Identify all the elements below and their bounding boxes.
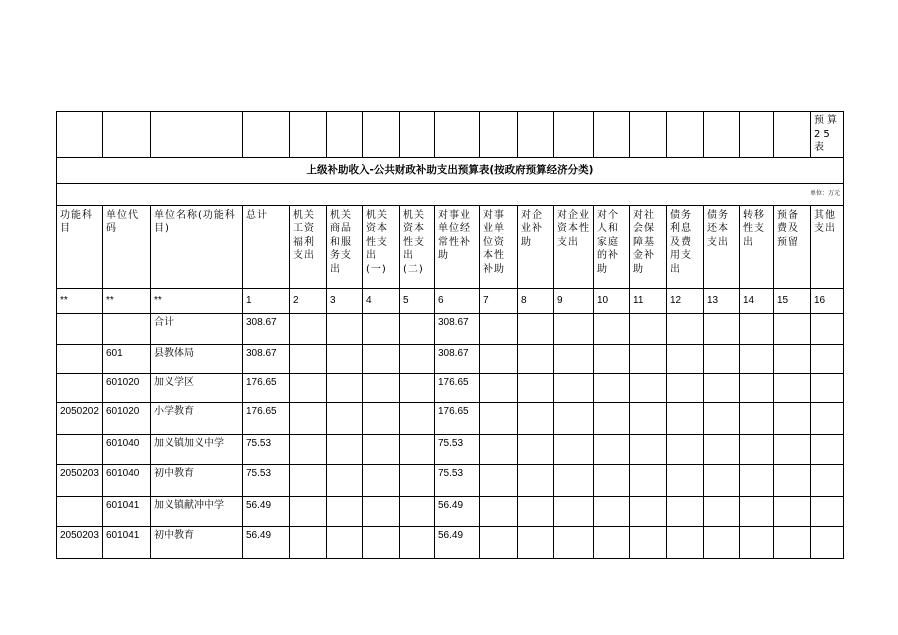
empty-cell	[554, 464, 594, 496]
empty-cell	[327, 526, 363, 558]
column-header	[435, 205, 480, 288]
empty-cell	[630, 112, 667, 158]
empty-cell	[740, 112, 774, 158]
cell-c6: 176.65	[435, 373, 480, 402]
empty-cell	[704, 434, 740, 464]
cell-func	[57, 496, 103, 526]
empty-cell	[774, 402, 811, 434]
empty-cell	[103, 112, 151, 158]
empty-cell	[667, 434, 704, 464]
column-header	[290, 205, 327, 288]
column-index: **	[57, 288, 103, 313]
column-header-text: 机关工资福利支出	[293, 209, 315, 261]
column-header	[704, 205, 740, 288]
column-index: **	[151, 288, 243, 313]
column-index: 13	[704, 288, 740, 313]
cell-code: 601020	[103, 402, 151, 434]
empty-cell	[740, 526, 774, 558]
empty-cell	[630, 373, 667, 402]
cell-total: 176.65	[243, 402, 290, 434]
empty-cell	[630, 313, 667, 344]
empty-cell	[151, 112, 243, 158]
empty-cell	[630, 402, 667, 434]
cell-func	[57, 373, 103, 402]
table-row	[57, 402, 844, 434]
empty-cell	[704, 344, 740, 373]
empty-cell	[363, 496, 400, 526]
empty-cell	[363, 526, 400, 558]
column-index: 9	[554, 288, 594, 313]
empty-cell	[363, 464, 400, 496]
table-label: 预算25表	[811, 112, 844, 158]
empty-cell	[327, 402, 363, 434]
column-header-text: 单位名称(功能科目)	[154, 209, 236, 234]
table-row	[57, 434, 844, 464]
empty-cell	[740, 434, 774, 464]
empty-cell	[290, 313, 327, 344]
empty-cell	[667, 313, 704, 344]
cell-code: 601041	[103, 526, 151, 558]
empty-cell	[400, 344, 435, 373]
empty-cell	[290, 402, 327, 434]
empty-cell	[811, 434, 844, 464]
column-header-text: 功能科目	[60, 209, 93, 234]
empty-cell	[774, 344, 811, 373]
column-index: 10	[594, 288, 630, 313]
empty-cell	[363, 112, 400, 158]
column-index: 5	[400, 288, 435, 313]
empty-cell	[518, 496, 554, 526]
column-header-text: 总计	[246, 209, 268, 221]
empty-cell	[480, 526, 518, 558]
empty-cell	[57, 112, 103, 158]
column-header-text: 转移性支出	[743, 209, 765, 248]
empty-cell	[704, 373, 740, 402]
empty-cell	[518, 464, 554, 496]
column-header	[400, 205, 435, 288]
empty-cell	[290, 434, 327, 464]
empty-cell	[811, 313, 844, 344]
empty-cell	[480, 373, 518, 402]
column-header	[630, 205, 667, 288]
cell-name: 初中教育	[151, 526, 243, 558]
column-index: 3	[327, 288, 363, 313]
empty-cell	[290, 373, 327, 402]
empty-cell	[400, 434, 435, 464]
empty-cell	[400, 526, 435, 558]
cell-total: 75.53	[243, 464, 290, 496]
cell-code: 601040	[103, 434, 151, 464]
empty-cell	[554, 526, 594, 558]
empty-cell	[774, 496, 811, 526]
table-row	[57, 373, 844, 402]
column-index: 8	[518, 288, 554, 313]
empty-cell	[740, 373, 774, 402]
header-row	[57, 205, 844, 288]
table-row	[57, 526, 844, 558]
empty-cell	[327, 434, 363, 464]
cell-func: 2050203	[57, 526, 103, 558]
column-index: 16	[811, 288, 844, 313]
empty-cell	[363, 313, 400, 344]
table-title: 上级补助收入-公共财政补助支出预算表(按政府预算经济分类)	[57, 157, 844, 183]
empty-cell	[518, 434, 554, 464]
table-label-row	[57, 112, 844, 158]
empty-cell	[667, 112, 704, 158]
column-header-text: 预备费及预留	[777, 209, 799, 248]
empty-cell	[704, 112, 740, 158]
cell-name: 初中教育	[151, 464, 243, 496]
cell-func	[57, 313, 103, 344]
empty-cell	[774, 313, 811, 344]
empty-cell	[594, 496, 630, 526]
column-index: 2	[290, 288, 327, 313]
column-header-text: 对企业资本性支出	[557, 209, 590, 248]
column-header	[151, 205, 243, 288]
empty-cell	[327, 373, 363, 402]
empty-cell	[554, 344, 594, 373]
cell-name: 县教体局	[151, 344, 243, 373]
empty-cell	[400, 112, 435, 158]
column-header-text: 单位代码	[106, 209, 139, 234]
empty-cell	[327, 344, 363, 373]
empty-cell	[554, 402, 594, 434]
empty-cell	[740, 344, 774, 373]
empty-cell	[518, 373, 554, 402]
empty-cell	[774, 464, 811, 496]
empty-cell	[363, 402, 400, 434]
empty-cell	[630, 464, 667, 496]
column-index: 4	[363, 288, 400, 313]
empty-cell	[518, 526, 554, 558]
cell-code: 601	[103, 344, 151, 373]
empty-cell	[667, 344, 704, 373]
empty-cell	[630, 434, 667, 464]
cell-total: 75.53	[243, 434, 290, 464]
empty-cell	[327, 313, 363, 344]
column-index: 15	[774, 288, 811, 313]
cell-func	[57, 344, 103, 373]
column-header-text: 对事业单位资本性补助	[483, 209, 505, 275]
empty-cell	[243, 112, 290, 158]
empty-cell	[704, 464, 740, 496]
column-header	[480, 205, 518, 288]
empty-cell	[327, 112, 363, 158]
empty-cell	[400, 496, 435, 526]
column-header-text: 机关资本性支出(二)	[403, 209, 425, 275]
table-row	[57, 464, 844, 496]
empty-cell	[400, 373, 435, 402]
column-index: 12	[667, 288, 704, 313]
empty-cell	[811, 344, 844, 373]
cell-code: 601040	[103, 464, 151, 496]
empty-cell	[811, 526, 844, 558]
cell-total: 176.65	[243, 373, 290, 402]
table-row	[57, 313, 844, 344]
table-row	[57, 496, 844, 526]
empty-cell	[594, 344, 630, 373]
cell-name: 小学教育	[151, 402, 243, 434]
empty-cell	[811, 402, 844, 434]
empty-cell	[363, 344, 400, 373]
cell-func: 2050203	[57, 464, 103, 496]
cell-code: 601041	[103, 496, 151, 526]
empty-cell	[480, 434, 518, 464]
empty-cell	[811, 464, 844, 496]
empty-cell	[480, 112, 518, 158]
empty-cell	[290, 496, 327, 526]
empty-cell	[435, 112, 480, 158]
empty-cell	[667, 496, 704, 526]
empty-cell	[667, 526, 704, 558]
column-header-text: 对社会保障基金补助	[633, 209, 655, 275]
empty-cell	[740, 496, 774, 526]
column-header-text: 其他支出	[814, 209, 836, 234]
cell-name: 合计	[151, 313, 243, 344]
cell-c6: 308.67	[435, 313, 480, 344]
empty-cell	[667, 373, 704, 402]
column-header-text: 债务利息及费用支出	[670, 209, 692, 275]
column-header	[327, 205, 363, 288]
empty-cell	[594, 464, 630, 496]
empty-cell	[363, 373, 400, 402]
empty-cell	[554, 496, 594, 526]
cell-func: 2050202	[57, 402, 103, 434]
empty-cell	[290, 344, 327, 373]
cell-c6: 75.53	[435, 464, 480, 496]
empty-cell	[774, 112, 811, 158]
column-header-text: 对事业单位经常性补助	[438, 209, 471, 261]
empty-cell	[630, 344, 667, 373]
cell-total: 56.49	[243, 496, 290, 526]
empty-cell	[667, 464, 704, 496]
empty-cell	[327, 496, 363, 526]
empty-cell	[740, 313, 774, 344]
column-index: 6	[435, 288, 480, 313]
empty-cell	[774, 526, 811, 558]
column-header-text: 债务还本支出	[707, 209, 729, 248]
cell-c6: 56.49	[435, 496, 480, 526]
empty-cell	[811, 373, 844, 402]
empty-cell	[480, 344, 518, 373]
empty-cell	[554, 434, 594, 464]
column-header-text: 机关商品和服务支出	[330, 209, 352, 275]
empty-cell	[594, 434, 630, 464]
column-header	[667, 205, 704, 288]
column-header-text: 对企业补助	[521, 209, 543, 248]
unit-label: 单位：万元	[57, 183, 844, 205]
empty-cell	[667, 402, 704, 434]
empty-cell	[630, 526, 667, 558]
column-header	[774, 205, 811, 288]
empty-cell	[480, 313, 518, 344]
cell-c6: 75.53	[435, 434, 480, 464]
column-index-row	[57, 288, 844, 313]
empty-cell	[774, 373, 811, 402]
cell-total: 308.67	[243, 313, 290, 344]
empty-cell	[518, 344, 554, 373]
cell-total: 56.49	[243, 526, 290, 558]
column-index: **	[103, 288, 151, 313]
empty-cell	[704, 526, 740, 558]
empty-cell	[518, 313, 554, 344]
column-header	[594, 205, 630, 288]
empty-cell	[554, 112, 594, 158]
cell-c6: 308.67	[435, 344, 480, 373]
cell-name: 加义镇献冲中学	[151, 496, 243, 526]
empty-cell	[704, 402, 740, 434]
unit-row	[57, 183, 844, 205]
cell-total: 308.67	[243, 344, 290, 373]
column-header-text: 机关资本性支出(一)	[366, 209, 388, 275]
column-header	[243, 205, 290, 288]
cell-name: 加义镇加义中学	[151, 434, 243, 464]
title-row	[57, 157, 844, 183]
cell-code: 601020	[103, 373, 151, 402]
empty-cell	[740, 402, 774, 434]
empty-cell	[594, 402, 630, 434]
empty-cell	[290, 526, 327, 558]
empty-cell	[594, 373, 630, 402]
empty-cell	[554, 313, 594, 344]
empty-cell	[704, 313, 740, 344]
column-header	[554, 205, 594, 288]
empty-cell	[480, 464, 518, 496]
column-header	[518, 205, 554, 288]
cell-code	[103, 313, 151, 344]
column-header-text: 对个人和家庭的补助	[597, 209, 619, 275]
column-header	[740, 205, 774, 288]
cell-name: 加义学区	[151, 373, 243, 402]
empty-cell	[480, 402, 518, 434]
empty-cell	[594, 313, 630, 344]
column-header	[811, 205, 844, 288]
column-index: 7	[480, 288, 518, 313]
table-row	[57, 344, 844, 373]
column-index: 1	[243, 288, 290, 313]
cell-func	[57, 434, 103, 464]
cell-c6: 176.65	[435, 402, 480, 434]
empty-cell	[400, 402, 435, 434]
column-index: 11	[630, 288, 667, 313]
empty-cell	[594, 112, 630, 158]
empty-cell	[630, 496, 667, 526]
column-header	[103, 205, 151, 288]
empty-cell	[811, 496, 844, 526]
empty-cell	[400, 313, 435, 344]
empty-cell	[704, 496, 740, 526]
empty-cell	[518, 112, 554, 158]
empty-cell	[290, 112, 327, 158]
column-header	[363, 205, 400, 288]
empty-cell	[518, 402, 554, 434]
empty-cell	[774, 434, 811, 464]
empty-cell	[363, 434, 400, 464]
data-rows	[57, 313, 844, 558]
cell-c6: 56.49	[435, 526, 480, 558]
empty-cell	[740, 464, 774, 496]
empty-cell	[480, 496, 518, 526]
empty-cell	[594, 526, 630, 558]
column-index: 14	[740, 288, 774, 313]
empty-cell	[400, 464, 435, 496]
empty-cell	[327, 464, 363, 496]
budget-table	[56, 111, 844, 559]
empty-cell	[554, 373, 594, 402]
empty-cell	[290, 464, 327, 496]
column-header	[57, 205, 103, 288]
